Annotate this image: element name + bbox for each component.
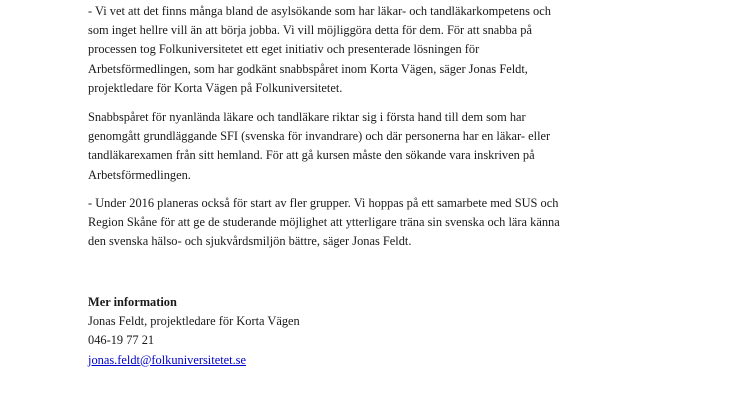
paragraph-line: - Vi vet att det finns många bland de asylsökande som har läkar- och tandläkarkompetens och xyxy=(88,4,551,18)
paragraph-line: som inget hellre vill än att börja jobba. Vi vill möjliggöra detta för dem. För att snabba på xyxy=(88,23,532,38)
paragraph-line: processen tog Folkuniversitetet ett eget initiativ och presenterade lösningen för xyxy=(88,42,480,57)
paragraph-line: den svenska hälso- och sjukvårdsmiljön bättre, säger Jonas Feldt. xyxy=(88,234,412,249)
paragraph-line: tandläkarexamen från sitt hemland. För att gå kursen måste den sökande vara inskriven på xyxy=(88,148,535,163)
paragraph-line: Region Skåne för att ge de studerande möjlighet att ytterligare träna sin svenska och lära känna xyxy=(88,215,560,230)
paragraph-line: - Under 2016 planeras också för start av fler grupper. Vi hoppas på ett samarbete med SUS och xyxy=(88,196,559,210)
contact-phone: 046-19 77 21 xyxy=(88,333,155,348)
paragraph-line: projektledare för Korta Vägen på Folkuniversitetet. xyxy=(88,80,343,95)
contact-email-link[interactable]: jonas.feldt@folkuniversitetet.se xyxy=(88,352,246,367)
paragraph-quote-intro xyxy=(88,2,551,98)
paragraph-future-plans xyxy=(88,194,560,252)
paragraph-line: genomgått grundläggande SFI (svenska för invandrare) och där personerna har en läkar- eller xyxy=(88,129,551,144)
contact-name: Jonas Feldt, projektledare för Korta Vägen xyxy=(88,314,300,329)
paragraph-line: Snabbspåret för nyanlända läkare och tandläkare riktar sig i första hand till dem som har xyxy=(88,110,526,124)
paragraph-line: Arbetsförmedlingen, som har godkänt snabbspåret inom Korta Vägen, säger Jonas Feldt, xyxy=(88,61,528,76)
contact-block xyxy=(88,293,300,370)
paragraph-line: Arbetsförmedlingen. xyxy=(88,167,191,182)
contact-heading: Mer information xyxy=(88,295,177,309)
paragraph-target-group xyxy=(88,108,550,185)
